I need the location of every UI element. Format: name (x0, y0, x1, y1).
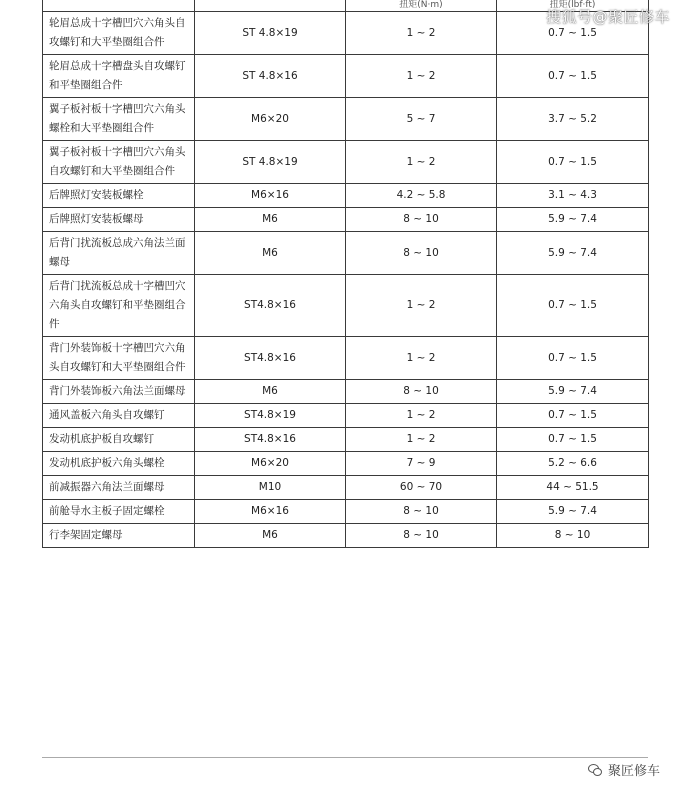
spec-cell: ST4.8×16 (195, 428, 346, 452)
torque-nm-cell: 1 ~ 2 (346, 55, 497, 98)
torque-nm-cell: 1 ~ 2 (346, 428, 497, 452)
torque-lbf-cell: 3.7 ~ 5.2 (497, 98, 649, 141)
spec-cell: M6 (195, 232, 346, 275)
torque-lbf-cell: 0.7 ~ 1.5 (497, 12, 649, 55)
torque-lbf-cell: 0.7 ~ 1.5 (497, 55, 649, 98)
spec-cell: M6 (195, 208, 346, 232)
footer-divider (42, 757, 648, 758)
part-name-cell: 后牌照灯安装板螺母 (43, 208, 195, 232)
part-name-cell: 轮眉总成十字槽凹穴六角头自攻螺钉和大平垫圈组合件 (43, 12, 195, 55)
torque-lbf-cell: 8 ~ 10 (497, 524, 649, 548)
table-row (43, 208, 649, 232)
part-name-cell: 发动机底护板自攻螺钉 (43, 428, 195, 452)
table-row (43, 500, 649, 524)
torque-nm-cell: 60 ~ 70 (346, 476, 497, 500)
part-name-cell: 通风盖板六角头自攻螺钉 (43, 404, 195, 428)
spec-cell: ST 4.8×19 (195, 141, 346, 184)
torque-nm-cell: 8 ~ 10 (346, 208, 497, 232)
part-name-cell: 前舱导水主板子固定螺栓 (43, 500, 195, 524)
table-row (43, 380, 649, 404)
table-row (43, 404, 649, 428)
torque-nm-cell: 1 ~ 2 (346, 337, 497, 380)
torque-lbf-cell: 5.9 ~ 7.4 (497, 232, 649, 275)
part-name-cell: 前减振器六角法兰面螺母 (43, 476, 195, 500)
table-row (43, 232, 649, 275)
spec-cell: M6×20 (195, 98, 346, 141)
table-row (43, 55, 649, 98)
torque-lbf-cell: 0.7 ~ 1.5 (497, 428, 649, 452)
table-row (43, 452, 649, 476)
torque-lbf-cell: 0.7 ~ 1.5 (497, 404, 649, 428)
part-name-cell: 行李架固定螺母 (43, 524, 195, 548)
spec-cell: ST 4.8×16 (195, 55, 346, 98)
torque-nm-cell: 8 ~ 10 (346, 380, 497, 404)
spec-cell: M6×16 (195, 184, 346, 208)
spec-cell: ST 4.8×19 (195, 12, 346, 55)
torque-nm-cell: 8 ~ 10 (346, 232, 497, 275)
torque-nm-cell: 8 ~ 10 (346, 524, 497, 548)
spec-cell: ST4.8×16 (195, 275, 346, 337)
torque-nm-cell: 8 ~ 10 (346, 500, 497, 524)
header-cell-lbf: 扭矩(lbf·ft) (497, 0, 649, 12)
header-cell-spec (195, 0, 346, 12)
watermark-text: 搜狐号@聚匠修车 (545, 8, 670, 26)
table-row (43, 476, 649, 500)
spec-cell: M6×20 (195, 452, 346, 476)
header-cell-name (43, 0, 195, 12)
header-cell-nm: 扭矩(N·m) (346, 0, 497, 12)
spec-cell: M6 (195, 524, 346, 548)
table-row (43, 141, 649, 184)
part-name-cell: 背门外装饰板六角法兰面螺母 (43, 380, 195, 404)
part-name-cell: 翼子板衬板十字槽凹穴六角头螺栓和大平垫圈组合件 (43, 98, 195, 141)
torque-nm-cell: 1 ~ 2 (346, 404, 497, 428)
spec-cell: M6×16 (195, 500, 346, 524)
torque-nm-cell: 1 ~ 2 (346, 12, 497, 55)
footer-logo (588, 760, 660, 779)
part-name-cell: 轮眉总成十字槽盘头自攻螺钉和平垫圈组合件 (43, 55, 195, 98)
torque-lbf-cell: 0.7 ~ 1.5 (497, 337, 649, 380)
spec-cell: M6 (195, 380, 346, 404)
torque-lbf-cell: 3.1 ~ 4.3 (497, 184, 649, 208)
part-name-cell: 后背门扰流板总成十字槽凹穴六角头自攻螺钉和平垫圈组合件 (43, 275, 195, 337)
footer-logo-text: 聚匠修车 (607, 764, 660, 779)
torque-lbf-cell: 5.9 ~ 7.4 (497, 500, 649, 524)
spec-cell: ST4.8×19 (195, 404, 346, 428)
torque-lbf-cell: 5.9 ~ 7.4 (497, 380, 649, 404)
torque-nm-cell: 5 ~ 7 (346, 98, 497, 141)
torque-lbf-cell: 5.2 ~ 6.6 (497, 452, 649, 476)
table-row (43, 275, 649, 337)
part-name-cell: 发动机底护板六角头螺栓 (43, 452, 195, 476)
torque-nm-cell: 4.2 ~ 5.8 (346, 184, 497, 208)
torque-lbf-cell: 0.7 ~ 1.5 (497, 275, 649, 337)
table-row (43, 98, 649, 141)
wechat-icon (588, 764, 602, 776)
part-name-cell: 后背门扰流板总成六角法兰面螺母 (43, 232, 195, 275)
part-name-cell: 后牌照灯安装板螺栓 (43, 184, 195, 208)
torque-table-container (42, 0, 648, 548)
torque-spec-table (42, 0, 649, 548)
torque-lbf-cell: 0.7 ~ 1.5 (497, 141, 649, 184)
spec-cell: M10 (195, 476, 346, 500)
table-row (43, 184, 649, 208)
torque-nm-cell: 1 ~ 2 (346, 141, 497, 184)
torque-lbf-cell: 44 ~ 51.5 (497, 476, 649, 500)
table-row (43, 337, 649, 380)
part-name-cell: 背门外装饰板十字槽凹穴六角头自攻螺钉和大平垫圈组合件 (43, 337, 195, 380)
torque-nm-cell: 1 ~ 2 (346, 275, 497, 337)
torque-lbf-cell: 5.9 ~ 7.4 (497, 208, 649, 232)
spec-cell: ST4.8×16 (195, 337, 346, 380)
table-row (43, 524, 649, 548)
part-name-cell: 翼子板衬板十字槽凹穴六角头自攻螺钉和大平垫圈组合件 (43, 141, 195, 184)
table-row (43, 428, 649, 452)
torque-nm-cell: 7 ~ 9 (346, 452, 497, 476)
